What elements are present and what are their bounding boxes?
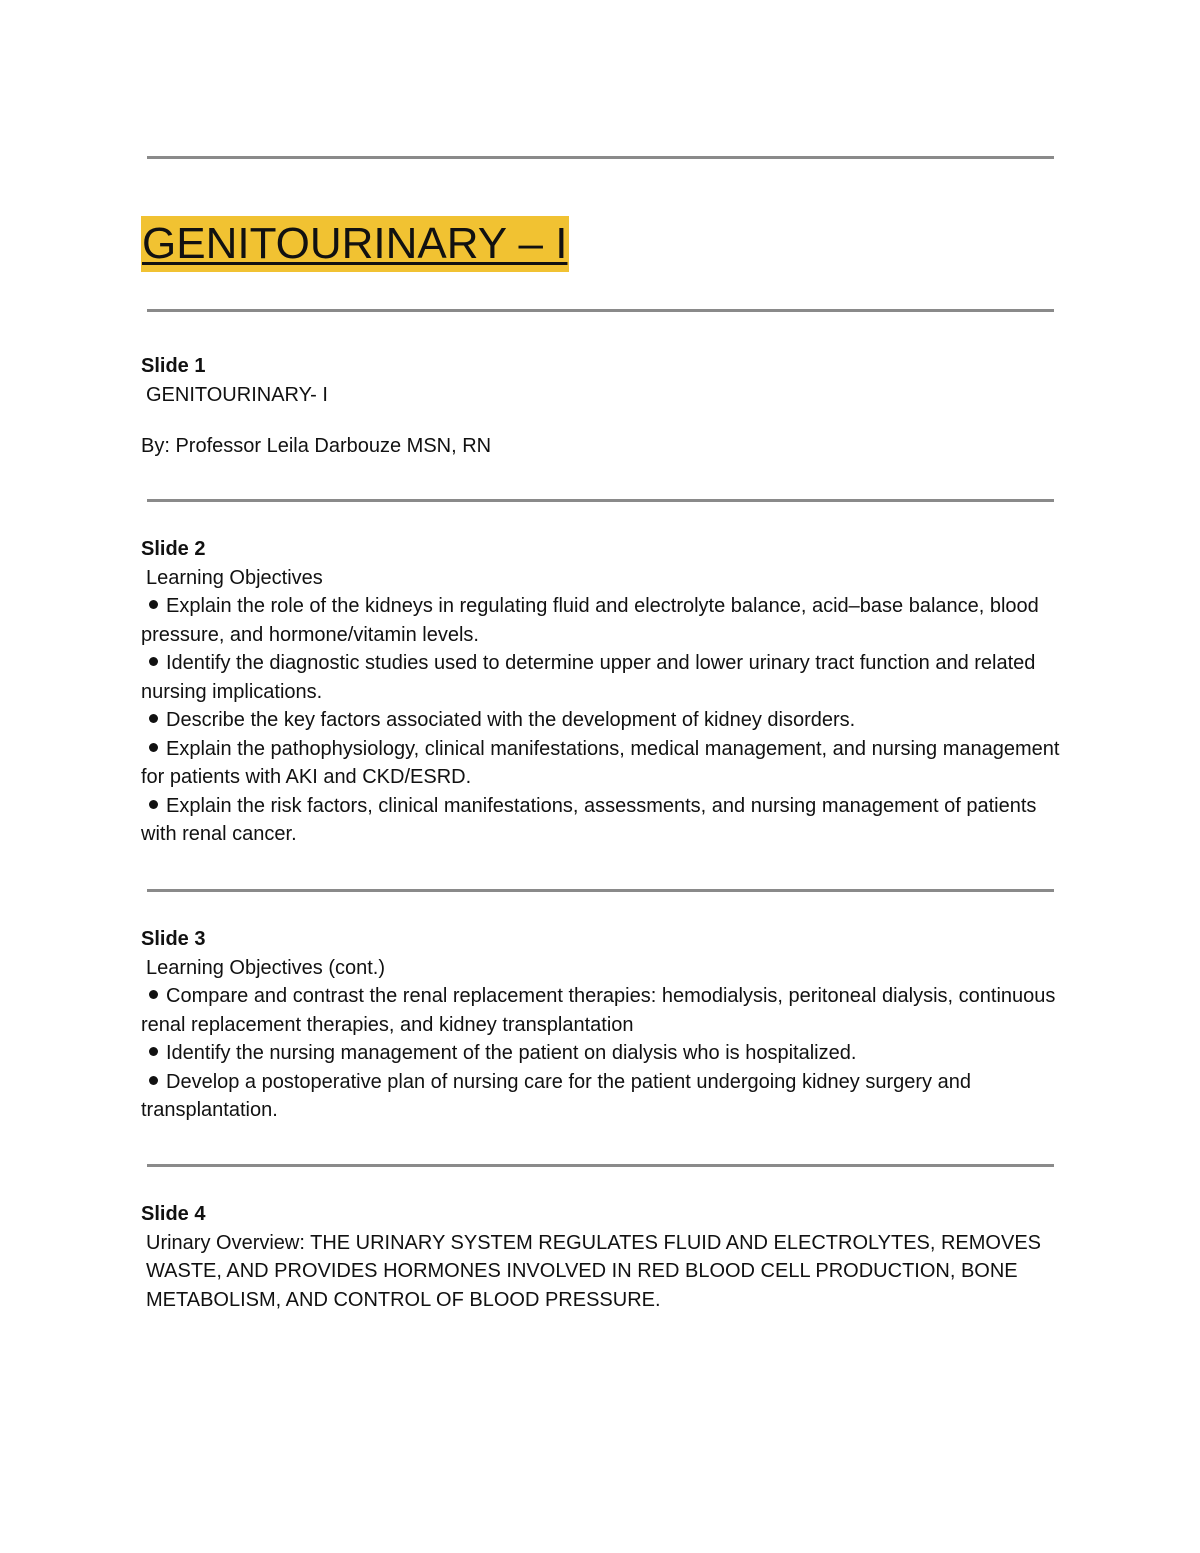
slide-heading: Slide 4 xyxy=(141,1203,206,1225)
document-title: GENITOURINARY – I xyxy=(141,216,569,272)
list-item xyxy=(141,649,1061,706)
slide-subtitle: Learning Objectives xyxy=(146,566,323,589)
divider-slide-2 xyxy=(147,889,1054,892)
list-item xyxy=(141,792,1061,849)
bullet-icon xyxy=(149,800,158,809)
bullet-text: Identify the diagnostic studies used to determine upper and lower urinary tract function and related nursing implications. xyxy=(141,652,1036,703)
slide-subtitle: Learning Objectives (cont.) xyxy=(146,956,386,979)
slide-1-section xyxy=(141,352,1061,461)
slide-subtitle: GENITOURINARY- I xyxy=(146,383,328,406)
document-title-wrap xyxy=(141,216,569,272)
bullet-icon xyxy=(149,1076,158,1085)
list-item xyxy=(141,1039,1061,1068)
bullet-text: Explain the pathophysiology, clinical manifestations, medical management, and nursing management for patients with AKI and CKD/ESRD. xyxy=(141,737,1060,788)
slide-3-section xyxy=(141,925,1061,1125)
divider-top xyxy=(147,156,1054,159)
bullet-text: Describe the key factors associated with the development of kidney disorders. xyxy=(166,709,856,731)
bullet-text: Explain the role of the kidneys in regulating fluid and electrolyte balance, acid–base balance, blood pressure, and hormone/vitamin levels. xyxy=(141,595,1039,646)
list-item xyxy=(141,706,1061,735)
bullet-icon xyxy=(149,990,158,999)
bullet-icon xyxy=(149,657,158,666)
bullet-icon xyxy=(149,600,158,609)
list-item xyxy=(141,982,1061,1039)
slide-heading: Slide 2 xyxy=(141,538,206,560)
bullet-text: Compare and contrast the renal replacement therapies: hemodialysis, peritoneal dialysis, continuous renal replacement therapies, and kidney transplantation xyxy=(141,985,1056,1036)
slide-heading: Slide 3 xyxy=(141,928,206,950)
divider-title xyxy=(147,309,1054,312)
bullet-icon xyxy=(149,714,158,723)
author-line: By: Professor Leila Darbouze MSN, RN xyxy=(141,435,492,457)
slide-heading: Slide 1 xyxy=(141,355,206,377)
slide-2-section xyxy=(141,535,1061,849)
divider-slide-1 xyxy=(147,499,1054,502)
list-item xyxy=(141,735,1061,792)
list-item xyxy=(141,592,1061,649)
list-item xyxy=(141,1068,1061,1125)
bullet-text: Develop a postoperative plan of nursing care for the patient undergoing kidney surgery and transplantation. xyxy=(141,1070,971,1121)
slide-4-section xyxy=(141,1200,1061,1314)
slide-subtitle: Urinary Overview: THE URINARY SYSTEM REGULATES FLUID AND ELECTROLYTES, REMOVES WASTE, AND PROVIDES HORMONES INVOLVED IN RED BLOOD CELL PRODUCTION, BONE METABOLISM, AND CONTROL OF BLOOD PRESSURE. xyxy=(146,1231,1042,1311)
bullet-icon xyxy=(149,1047,158,1056)
bullet-icon xyxy=(149,743,158,752)
bullet-text: Identify the nursing management of the patient on dialysis who is hospitalized. xyxy=(166,1042,857,1064)
divider-slide-3 xyxy=(147,1164,1054,1167)
bullet-text: Explain the risk factors, clinical manifestations, assessments, and nursing management of patients with renal cancer. xyxy=(141,794,1037,845)
